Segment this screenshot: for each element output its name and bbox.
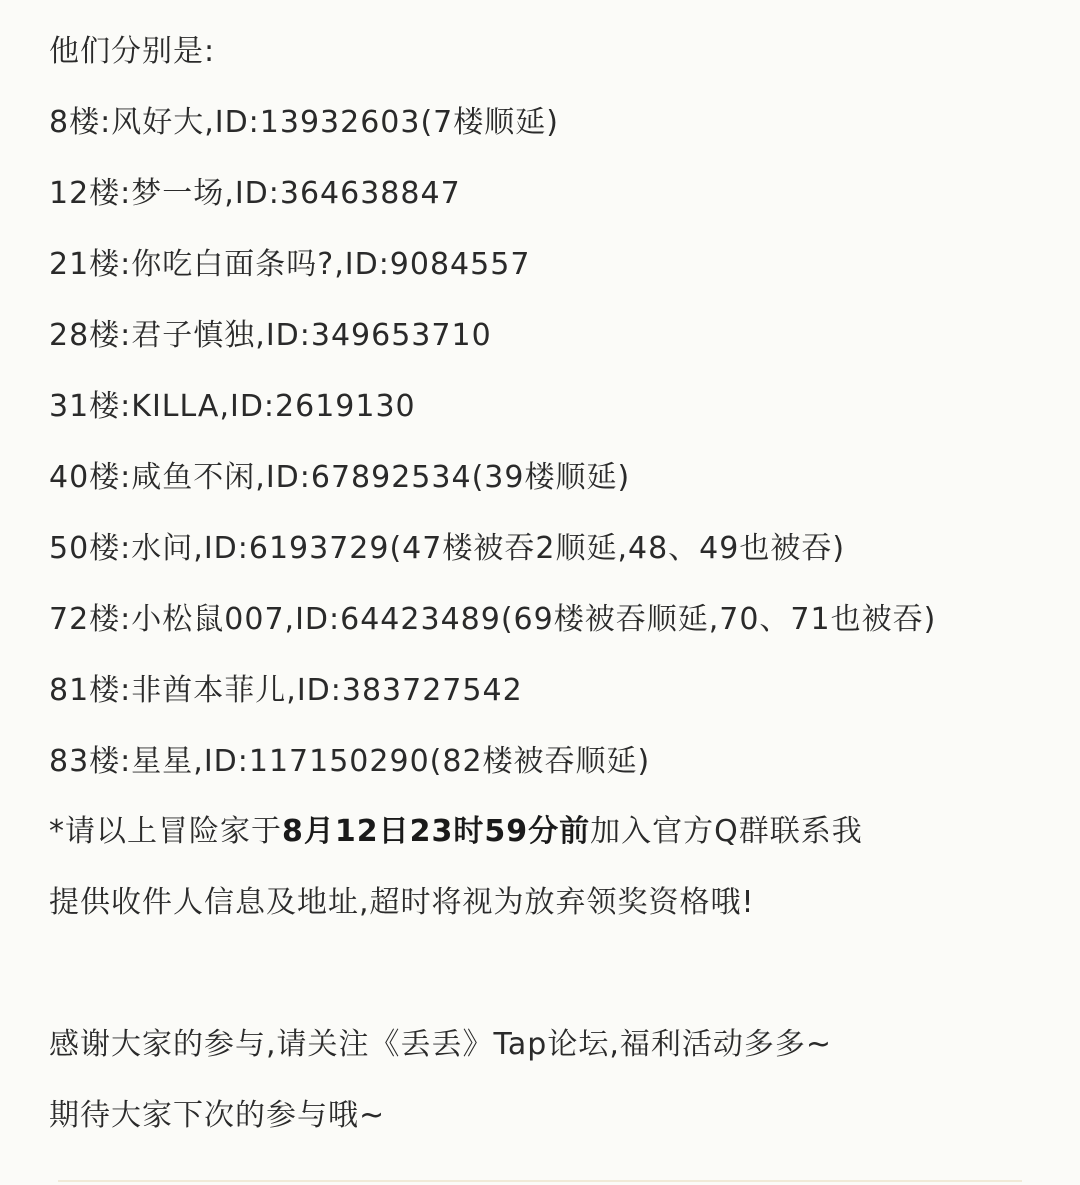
closing-line-1: 感谢大家的参与,请关注《丢丢》Tap论坛,福利活动多多~ <box>49 1027 832 1062</box>
winner-line-72: 72楼:小松鼠007,ID:64423489(69楼被吞顺延,70、71也被吞) <box>49 602 937 637</box>
winner-line-50: 50楼:水问,ID:6193729(47楼被吞2顺延,48、49也被吞) <box>49 531 846 566</box>
winner-line-12: 12楼:梦一场,ID:364638847 <box>49 176 461 211</box>
notice-deadline: 8月12日23时59分前 <box>282 814 591 849</box>
winner-line-21: 21楼:你吃白面条吗?,ID:9084557 <box>49 247 531 282</box>
intro-text: 他们分别是: <box>49 34 216 69</box>
winner-line-31: 31楼:KILLA,ID:2619130 <box>49 389 416 424</box>
closing-line-2: 期待大家下次的参与哦~ <box>49 1098 386 1133</box>
winner-line-83: 83楼:星星,ID:117150290(82楼被吞顺延) <box>49 744 651 779</box>
notice-line-1 <box>49 812 863 852</box>
notice-prefix: *请以上冒险家于 <box>49 814 282 849</box>
winner-line-40: 40楼:咸鱼不闲,ID:67892534(39楼顺延) <box>49 460 631 495</box>
notice-suffix: 加入官方Q群联系我 <box>590 814 863 849</box>
winner-line-28: 28楼:君子慎独,ID:349653710 <box>49 318 492 353</box>
notice-line-2: 提供收件人信息及地址,超时将视为放弃领奖资格哦! <box>49 885 755 920</box>
winner-line-81: 81楼:非酋本菲儿,ID:383727542 <box>49 673 523 708</box>
winner-line-8: 8楼:风好大,ID:13932603(7楼顺延) <box>49 105 559 140</box>
bottom-divider <box>58 1180 1022 1182</box>
